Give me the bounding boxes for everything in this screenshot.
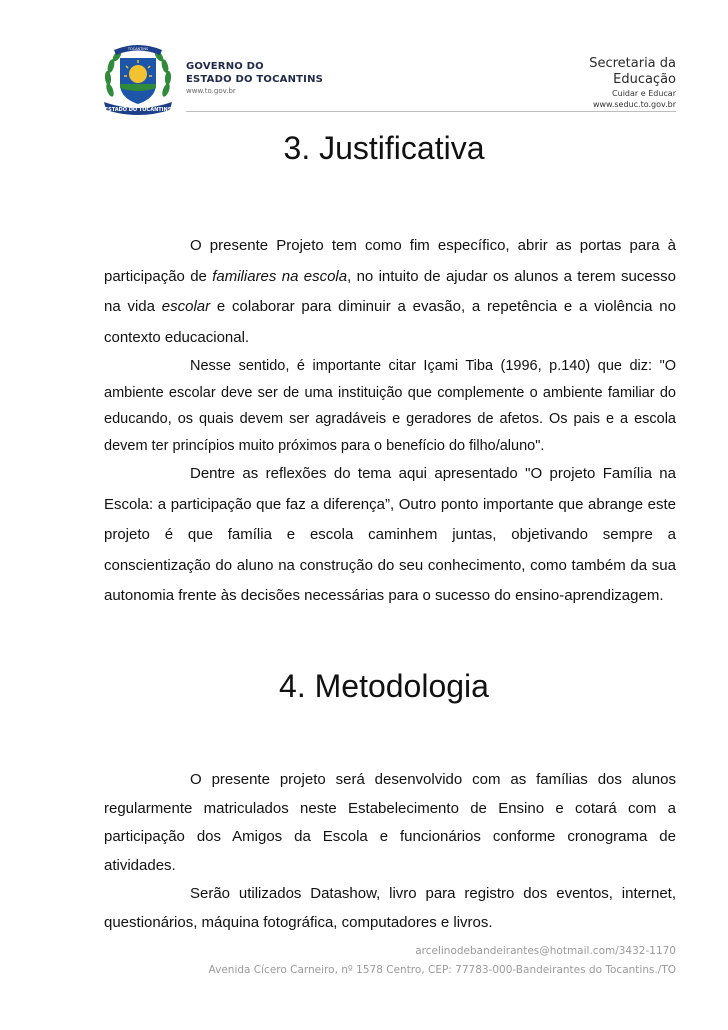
footer-address: Avenida Cícero Carneiro, nº 1578 Centro, CEP: 77783-000-Bandeirantes do Tocantins./TO [208, 964, 676, 976]
seal-ribbon-text: ESTADO DO TOCANTINS [104, 107, 172, 113]
gov-url: www.to.gov.br [186, 87, 236, 95]
secretaria-header [589, 56, 676, 110]
justificativa-paragraph-3: Dentre as reflexões do tema aqui apresentado "O projeto Família na Escola: a participação que faz a diferença”, Outro ponto importante que abrange este projeto é que família e escola caminhem juntas, objetivando sempre a conscientização do aluno na construção do seu conhecimento, como também da sua autonomia frente às decisões necessárias para o sucesso do ensino-aprendizagem. [104, 465, 676, 604]
metodologia-body [104, 766, 676, 937]
seal-top-text: TOCANTINS [127, 47, 149, 51]
text-run: e colaborar para diminuir a evasão, a repetência e a violência no contexto educacional. [104, 298, 676, 346]
text-run: O presente Projeto tem como fim específico, abrir as portas para à participação de [104, 237, 676, 285]
justificativa-paragraph-1 [104, 231, 676, 353]
tocantins-seal-logo [100, 40, 176, 120]
metodologia-paragraph-1: O presente projeto será desenvolvido com as famílias dos alunos regularmente matriculados neste Estabelecimento de Ensino e cotará com a participação dos Amigos da Escola e funcionários conforme cronograma de atividades. [104, 771, 676, 874]
justificativa-paragraph-2: Nesse sentido, é importante citar Içami Tiba (1996, p.140) que diz: "O ambiente escolar deve ser de uma instituição que complemente o ambiente familiar do educando, os quais devem ser agradáveis e geradores de afetos. Os pais e a escola devem ter princípios muito próximos para o benefício do filho/aluno". [104, 358, 676, 454]
gov-line-1: GOVERNO DO [186, 61, 264, 72]
section-title-justificativa: 3. Justificativa [283, 130, 485, 166]
emphasis-familiares: familiares na escola [212, 267, 348, 285]
footer-contact: arcelinodebandeirantes@hotmail.com/3432-1170 [415, 945, 676, 957]
section-title-metodologia: 4. Metodologia [279, 668, 489, 704]
secretaria-line-2: Educação [613, 72, 676, 87]
gov-line-2: ESTADO DO TOCANTINS [186, 74, 324, 85]
secretaria-url: www.seduc.to.gov.br [592, 100, 676, 109]
metodologia-paragraph-2: Serão utilizados Datashow, livro para registro dos eventos, internet, questionários, máquina fotográfica, computadores e livros. [104, 885, 676, 931]
government-header [186, 60, 323, 97]
secretaria-line-1: Secretaria da [589, 56, 676, 71]
header-divider [186, 111, 676, 112]
emphasis-escolar: escolar [161, 298, 211, 315]
text-run: , no intuito de ajudar os alunos a terem sucesso na vida [104, 267, 677, 315]
secretaria-tagline: Cuidar e Educar [612, 89, 676, 98]
justificativa-body [104, 231, 676, 612]
